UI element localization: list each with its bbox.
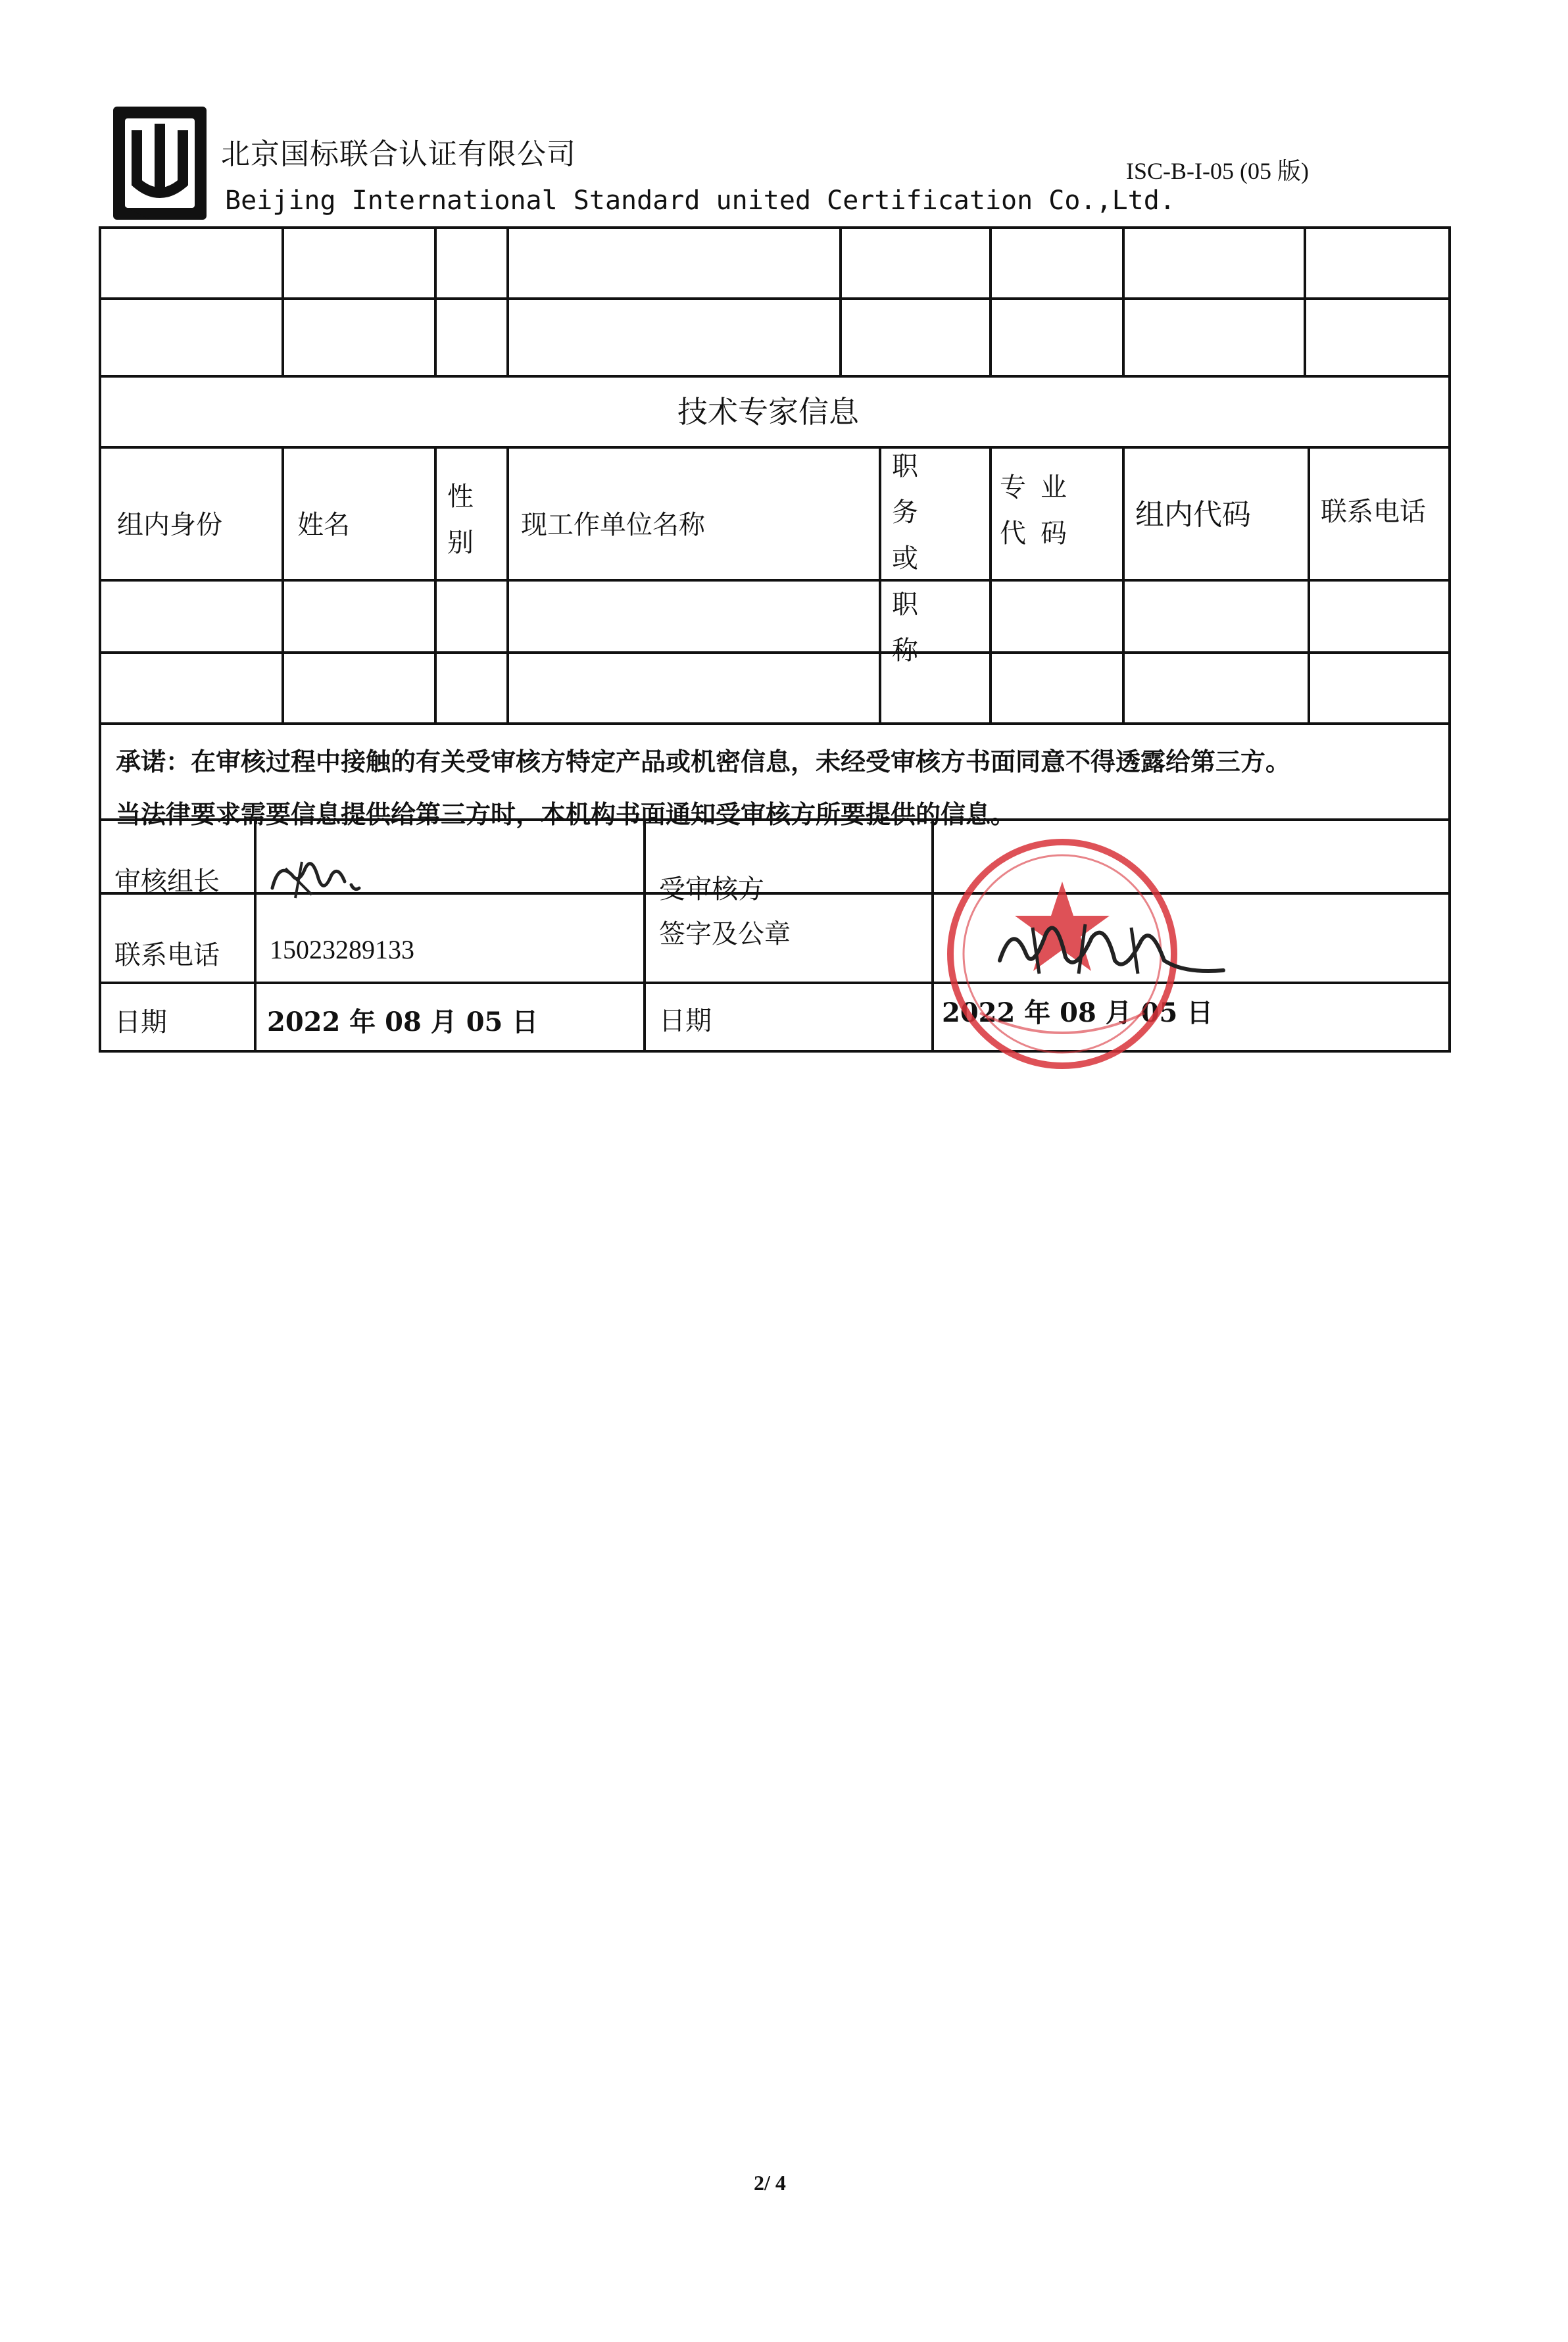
- col-header-name: 姓名: [297, 510, 350, 540]
- col-header-group-code: 组内代码: [1135, 498, 1251, 532]
- commitment-line-1: 承诺：在审核过程中接触的有关受审核方特定产品或机密信息，未经受审核方书面同意不得透露给第三方。: [116, 747, 1291, 776]
- col-header-field-code: 专业代码: [1000, 472, 1081, 549]
- date-value-left: 2022 年 08 月 05 日: [267, 1007, 539, 1037]
- col-header-employer: 现工作单位名称: [521, 510, 705, 540]
- form-code: ISC-B-I-05 (05 版): [1126, 158, 1309, 184]
- date-label-left: 日期: [114, 1007, 167, 1037]
- commitment-text: [116, 735, 1444, 841]
- company-name-en: Beijing International Standard united Certification Co.,Ltd.: [225, 186, 1175, 216]
- col-header-title: 职务或职称: [892, 451, 937, 666]
- auditee-signature: [993, 908, 1230, 987]
- auditee-sign-seal-label: 签字及公章: [659, 919, 791, 949]
- date-value-right: 2022 年 08 月 05 日: [942, 997, 1213, 1028]
- date-label-right: 日期: [659, 1006, 712, 1036]
- audit-leader-signature: [266, 849, 364, 908]
- page-number: 2/ 4: [754, 2171, 786, 2195]
- phone-label: 联系电话: [114, 940, 220, 970]
- col-header-phone: 联系电话: [1321, 497, 1426, 527]
- commitment-line-2: 当法律要求需要信息提供给第三方时，本机构书面通知受审核方所要提供的信息。: [116, 799, 1016, 829]
- isc-logo-icon: [110, 104, 209, 222]
- company-name-cn: 北京国标联合认证有限公司: [221, 137, 576, 171]
- audit-leader-label: 审核组长: [114, 866, 220, 897]
- col-header-gender: 性别: [447, 482, 474, 558]
- col-header-role: 组内身份: [117, 510, 222, 540]
- expert-section-title: 技术专家信息: [677, 394, 859, 430]
- phone-value: 15023289133: [270, 935, 414, 964]
- auditee-label: 受审核方: [659, 874, 764, 905]
